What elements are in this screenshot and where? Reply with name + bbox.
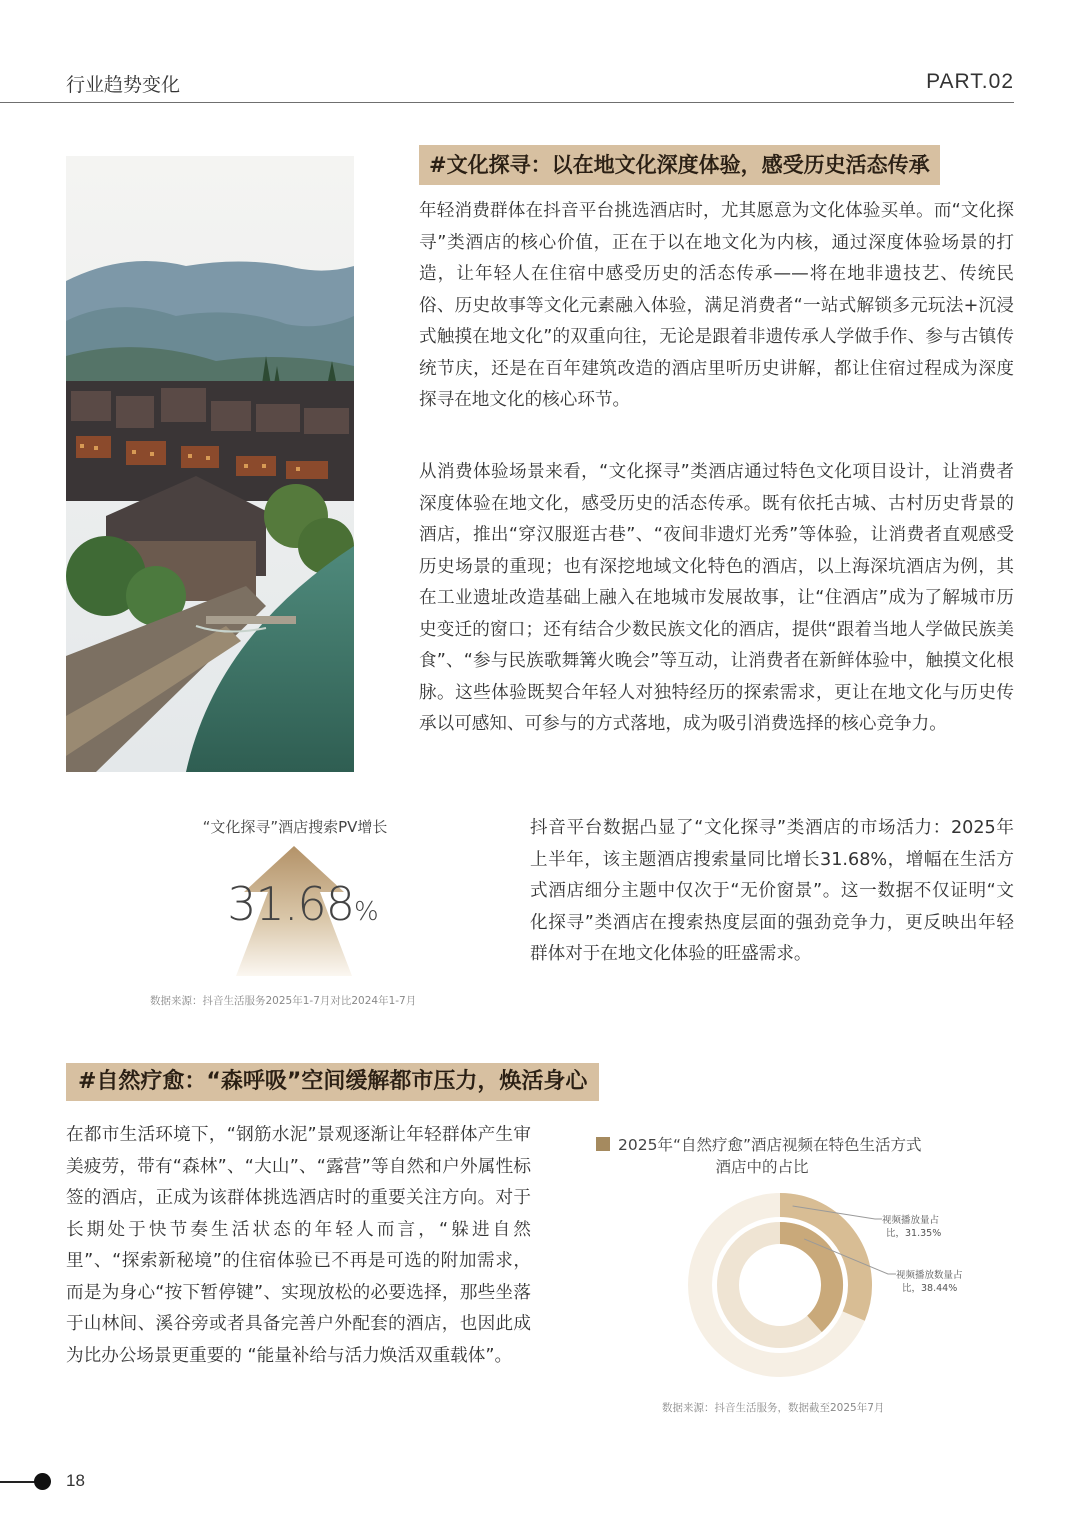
- bar-chart-icon: [596, 1137, 610, 1151]
- stat-value: [190, 877, 416, 931]
- nature-paragraph: 在都市生活环境下，“钢筋水泥”景观逐渐让年轻群体产生审美疲劳，带有“森林”、“大山”、“露营”等自然和户外属性标签的酒店，正成为该群体挑选酒店时的重要关注方向。对于长期处于快节奏生活状态的年轻人而言，“躲进自然里”、“探索新秘境”的住宿体验已不再是可选的附加需求，而是为身心“按下暂停键”、实现放松的必要选择，那些坐落于山林间、溪谷旁或者具备完善户外配套的酒店，也因此成为比办公场景更重要的 “能量补给与活力焕活双重载体”。: [66, 1125, 531, 1366]
- slice-label-inner-l1: 视频播放数量占: [896, 1270, 963, 1281]
- page-indicator-dot: [34, 1473, 51, 1490]
- stat-source-note: 数据来源：抖音生活服务2025年1-7月对比2024年1-7月: [150, 995, 417, 1007]
- slice-label-outer-l1: 视频播放量占: [882, 1215, 940, 1226]
- stat-number: 31.68: [227, 877, 354, 931]
- section-heading-culture: #文化探寻：以在地文化深度体验，感受历史活态传承: [419, 145, 940, 185]
- header-part-label: PART.02: [926, 70, 1014, 93]
- page-indicator-line: [0, 1481, 38, 1483]
- inner-ring-arc: [780, 1233, 832, 1324]
- slice-label-outer-l2: 比，31.35%: [886, 1228, 942, 1239]
- chart-source-note: 数据来源：抖音生活服务，数据截至2025年7月: [662, 1402, 885, 1414]
- culture-intro-paragraph: 年轻消费群体在抖音平台挑选酒店时，尤其愿意为文化体验买单。而“文化探寻”类酒店的核心价值，正在于以在地文化为内核，通过深度体验场景的打造，让年轻人在住宿中感受历史的活态传承——将在地非遗技艺、传统民俗、历史故事等文化元素融入体验，满足消费者“一站式解锁多元玩法+沉浸式触摸在地文化”的双重向往，无论是跟着非遗传承人学做手作、参与古镇传统节庆，还是在百年建筑改造的酒店里听历史讲解，都让住宿过程成为深度探寻在地文化的核心环节。: [419, 201, 1014, 410]
- slice-label-inner-l2: 比，38.44%: [902, 1283, 958, 1294]
- donut-chart: [660, 1185, 990, 1390]
- ancient-town-photo: [66, 156, 354, 772]
- culture-scene-paragraph: 从消费体验场景来看，“文化探寻”类酒店通过特色文化项目设计，让消费者深度体验在地文化，感受历史的活态传承。既有依托古城、古村历史背景的酒店，推出“穿汉服逛古巷”、“夜间非遗灯光秀”等体验，让消费者直观感受历史场景的重现；也有深挖地域文化特色的酒店，以上海深坑酒店为例，其在工业遗址改造基础上融入在地城市发展故事，让“住酒店”成为了解城市历史变迁的窗口；还有结合少数民族文化的酒店，提供“跟着当地人学做民族美食”、“参与民族歌舞篝火晚会”等互动，让消费者在新鲜体验中，触摸文化根脉。这些体验既契合年轻人对独特经历的探索需求，更让在地文化与历史传承以可感知、可参与的方式落地，成为吸引消费选择的核心竞争力。: [419, 462, 1014, 734]
- stat-caption: “文化探寻”酒店搜索PV增长: [202, 818, 388, 836]
- header-divider: [0, 102, 1014, 103]
- chart-title-line1: 2025年“自然疗愈”酒店视频在特色生活方式: [618, 1136, 922, 1154]
- header-section-title: 行业趋势变化: [66, 74, 181, 96]
- chart-title: [596, 1134, 976, 1178]
- section-heading-nature: #自然疗愈：“森呼吸”空间缓解都市压力，焕活身心: [66, 1063, 599, 1101]
- culture-data-paragraph: 抖音平台数据凸显了“文化探寻”类酒店的市场活力：2025年上半年，该主题酒店搜索量同比增长31.68%，增幅在生活方式酒店细分主题中仅次于“无价窗景”。这一数据不仅证明“文化探寻”类酒店在搜索热度层面的强劲竞争力，更反映出年轻群体对于在地文化体验的旺盛需求。: [530, 818, 1014, 964]
- chart-title-line2: 酒店中的占比: [715, 1158, 809, 1176]
- stat-unit: %: [353, 897, 379, 927]
- page-number: 18: [66, 1471, 85, 1490]
